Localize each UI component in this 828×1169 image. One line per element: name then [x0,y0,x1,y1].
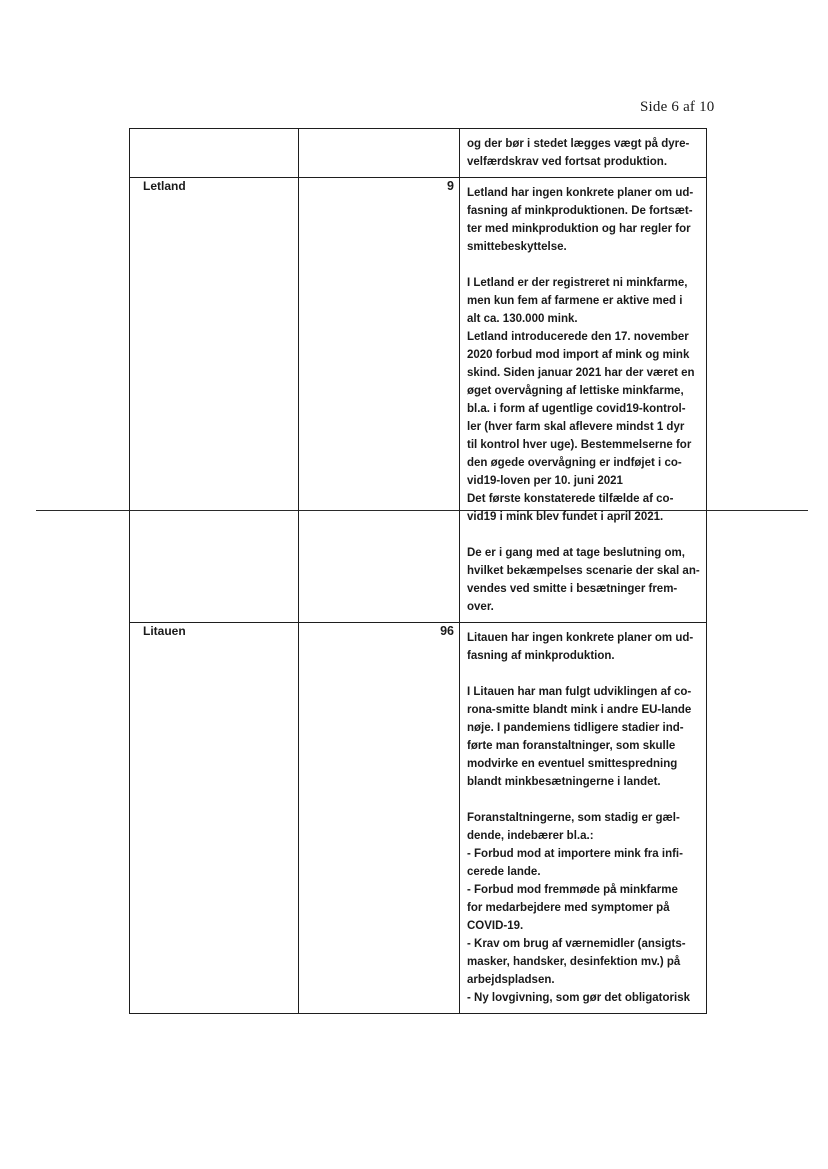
text-line: hvilket bekæmpelses scenarie der skal an- [467,565,700,577]
text-line: masker, handsker, desinfektion mv.) på [467,956,681,968]
country-name: Litauen [143,624,186,638]
text-line: fasning af minkproduktionen. De fortsæt- [467,205,693,217]
text-line: modvirke en eventuel smittespredning [467,758,678,770]
farm-count: 96 [440,624,454,638]
text-line: - Forbud mod fremmøde på minkfarme [467,884,678,896]
text-line: Letland introducerede den 17. november [467,331,689,343]
description-cell [460,623,707,1014]
farm-count-cell [299,178,460,623]
text-line: alt ca. 130.000 mink. [467,313,578,325]
text-line: fasning af minkproduktion. [467,650,615,662]
description-paragraph [467,274,702,526]
description-paragraph [467,135,702,171]
description-text [460,129,706,177]
description-text [460,623,706,1013]
text-line: - Ny lovgivning, som gør det obligatorisk [467,992,690,1004]
country-cell [130,623,299,1014]
text-line: 2020 forbud mod import af mink og mink [467,349,690,361]
table-row [130,129,707,178]
country-cell [130,178,299,623]
description-paragraph [467,184,702,256]
country-cell [130,129,299,178]
text-line: cerede lande. [467,866,541,878]
text-line: til kontrol hver uge). Bestemmelserne for [467,439,692,451]
description-paragraph [467,683,702,791]
text-line: I Letland er der registreret ni minkfarme, [467,277,688,289]
country-name: Letland [143,179,186,193]
farm-count [299,129,459,130]
text-line: Foranstaltningerne, som stadig er gæl- [467,812,680,824]
text-line: ter med minkproduktion og har regler for [467,223,691,235]
text-line: vid19 i mink blev fundet i april 2021. [467,511,664,523]
text-line: Det første konstaterede tilfælde af co- [467,493,674,505]
text-line: over. [467,601,494,613]
text-line: dende, indebærer bl.a.: [467,830,594,842]
text-line: øget overvågning af lettiske minkfarme, [467,385,684,397]
description-cell [460,129,707,178]
text-line: - Krav om brug af værnemidler (ansigts- [467,938,686,950]
description-text [460,178,706,622]
text-line: COVID-19. [467,920,524,932]
description-paragraph [467,629,702,665]
text-line: og der bør i stedet lægges vægt på dyre- [467,138,690,150]
text-line: arbejdspladsen. [467,974,555,986]
farm-count: 9 [447,179,454,193]
table-row [130,623,707,1014]
text-line: De er i gang med at tage beslutning om, [467,547,685,559]
farm-count-cell [299,129,460,178]
table-row [130,178,707,623]
text-line: men kun fem af farmene er aktive med i [467,295,683,307]
text-line: bl.a. i form af ugentlige covid19-kontrol- [467,403,686,415]
text-line: vid19-loven per 10. juni 2021 [467,475,623,487]
description-paragraph [467,809,702,1007]
text-line: blandt minkbesætningerne i landet. [467,776,661,788]
text-line: I Litauen har man fulgt udviklingen af co- [467,686,692,698]
country-name [130,129,298,130]
text-line: - Forbud mod at importere mink fra infi- [467,848,683,860]
text-line: nøje. I pandemiens tidligere stadier ind- [467,722,684,734]
text-line: skind. Siden januar 2021 har der været en [467,367,695,379]
farm-count-cell [299,623,460,1014]
page-number: Side 6 af 10 [640,99,715,115]
table-body [130,129,707,1014]
description-cell [460,178,707,623]
text-line: Letland har ingen konkrete planer om ud- [467,187,694,199]
description-paragraph [467,544,702,616]
text-line: førte man foranstaltninger, som skulle [467,740,676,752]
text-line: rona-smitte blandt mink i andre EU-lande [467,704,692,716]
text-line: vendes ved smitte i besætninger frem- [467,583,678,595]
text-line: den øgede overvågning er indføjet i co- [467,457,682,469]
text-line: ler (hver farm skal aflevere mindst 1 dyr [467,421,685,433]
text-line: for medarbejdere med symptomer på [467,902,670,914]
country-table [129,128,707,1014]
text-line: smittebeskyttelse. [467,241,567,253]
text-line: velfærdskrav ved fortsat produktion. [467,156,668,168]
text-line: Litauen har ingen konkrete planer om ud- [467,632,694,644]
